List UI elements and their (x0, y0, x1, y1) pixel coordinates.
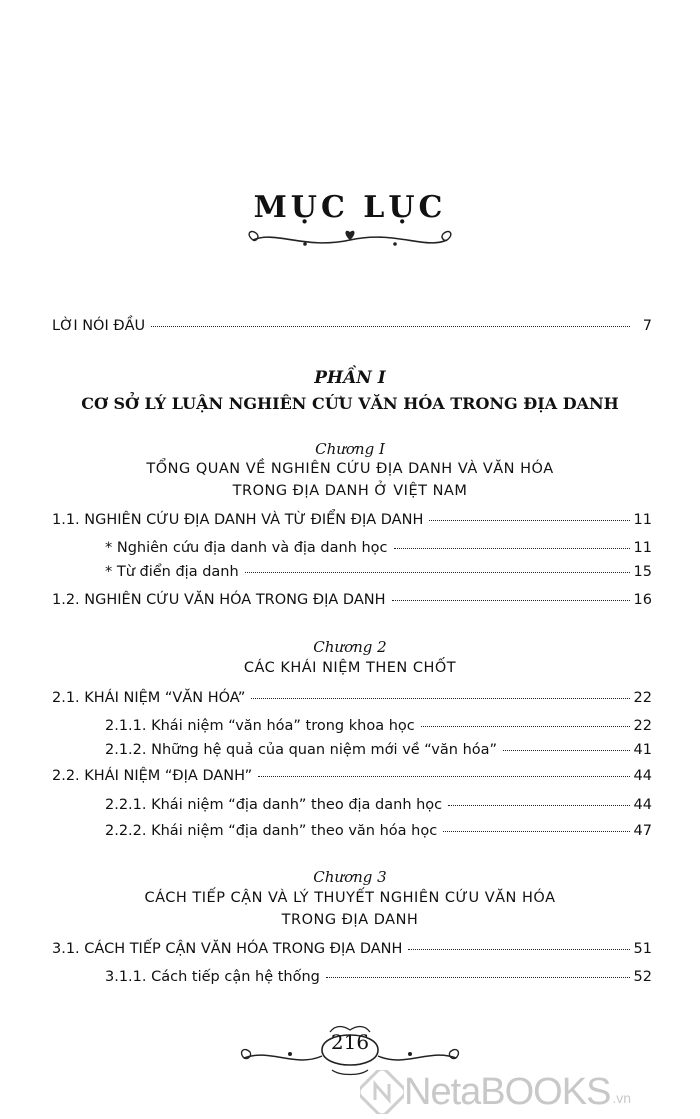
dot-leader (429, 520, 629, 521)
chapter-3-title-line-2: TRONG ĐỊA DANH (281, 912, 419, 928)
dot-leader (443, 831, 629, 832)
dot-leader (326, 977, 630, 978)
dot-leader (245, 572, 630, 573)
netabooks-logo-icon (360, 1070, 404, 1114)
watermark-brand: NetaBOOKS (404, 1070, 611, 1113)
entry-text: 3.1.1. Cách tiếp cận hệ thống (105, 969, 320, 985)
entry-text: 2.1. KHÁI NIỆM “VĂN HÓA” (52, 690, 246, 706)
toc-entry-1-1-a (105, 540, 652, 556)
entry-page-number: 15 (633, 564, 652, 580)
chapter-2-label: Chương 2 (313, 638, 387, 656)
toc-entry-1-1 (52, 512, 652, 528)
chapter-1-title-line-2: TRONG ĐỊA DANH Ở VIỆT NAM (232, 483, 468, 499)
netabooks-watermark (360, 1070, 631, 1114)
chapter-2-title-line-1: CÁC KHÁI NIỆM THEN CHỐT (243, 660, 457, 676)
dot-leader (392, 600, 630, 601)
entry-text: 1.1. NGHIÊN CỨU ĐỊA DANH VÀ TỪ ĐIỂN ĐỊA DANH (52, 512, 424, 528)
dot-leader (503, 750, 630, 751)
entry-page-number: 51 (633, 941, 652, 957)
toc-entry-1-2 (52, 592, 652, 608)
dot-leader (258, 776, 629, 777)
entry-text: * Nghiên cứu địa danh và địa danh học (105, 540, 388, 556)
entry-page-number: 16 (633, 592, 652, 608)
chapter-1-title-line-1: TỔNG QUAN VỀ NGHIÊN CỨU ĐỊA DANH VÀ VĂN HÓA (146, 461, 554, 477)
chapter-3-title-line-1: CÁCH TIẾP CẬN VÀ LÝ THUYẾT NGHIÊN CỨU VĂN HÓA (144, 890, 556, 906)
chapter-1-label: Chương I (315, 440, 385, 458)
entry-text: * Từ điển địa danh (105, 564, 239, 580)
entry-page-number: 52 (633, 969, 652, 985)
toc-entry-2-2-2 (105, 823, 652, 839)
toc-entry-3-1-1 (105, 969, 652, 985)
toc-entry-2-1-2 (105, 742, 652, 758)
entry-text: 3.1. CÁCH TIẾP CẬN VĂN HÓA TRONG ĐỊA DANH (52, 941, 403, 957)
entry-text: 2.2.2. Khái niệm “địa danh” theo văn hóa học (105, 823, 438, 839)
dot-leader (151, 326, 630, 327)
title-flourish-ornament (245, 226, 455, 254)
chapter-3-label: Chương 3 (313, 868, 387, 886)
dot-leader (408, 949, 629, 950)
entry-page-number: 44 (633, 797, 652, 813)
toc-entry-1-1-b (105, 564, 652, 580)
toc-entry-2-2-1 (105, 797, 652, 813)
entry-page-number: 11 (633, 512, 652, 528)
entry-page-number: 22 (633, 690, 652, 706)
watermark-tld: .vn (612, 1090, 632, 1106)
entry-text: 2.1.2. Những hệ quả của quan niệm mới về “văn hóa” (105, 742, 498, 758)
toc-entry-3-1 (52, 941, 652, 957)
entry-text: 2.2. KHÁI NIỆM “ĐỊA DANH” (52, 768, 253, 784)
toc-entry-foreword (52, 318, 652, 334)
entry-text: 2.2.1. Khái niệm “địa danh” theo địa danh học (105, 797, 443, 813)
toc-title: MỤC LỤC (253, 190, 447, 225)
entry-page-number: 41 (633, 742, 652, 758)
entry-page-number: 7 (642, 318, 652, 334)
entry-page-number: 11 (633, 540, 652, 556)
dot-leader (448, 805, 629, 806)
part-title: CƠ SỞ LÝ LUẬN NGHIÊN CỨU VĂN HÓA TRONG ĐỊA DANH (81, 394, 619, 413)
toc-entry-2-1-1 (105, 718, 652, 734)
page-number: 216 (330, 1030, 370, 1054)
entry-page-number: 22 (633, 718, 652, 734)
entry-page-number: 44 (633, 768, 652, 784)
toc-entry-2-2 (52, 768, 652, 784)
entry-page-number: 47 (633, 823, 652, 839)
toc-entry-2-1 (52, 690, 652, 706)
part-label: PHẦN I (314, 368, 386, 388)
dot-leader (251, 698, 629, 699)
entry-text: 2.1.1. Khái niệm “văn hóa” trong khoa học (105, 718, 415, 734)
entry-text: LỜI NÓI ĐẦU (52, 318, 146, 334)
entry-text: 1.2. NGHIÊN CỨU VĂN HÓA TRONG ĐỊA DANH (52, 592, 386, 608)
dot-leader (421, 726, 630, 727)
dot-leader (394, 548, 630, 549)
